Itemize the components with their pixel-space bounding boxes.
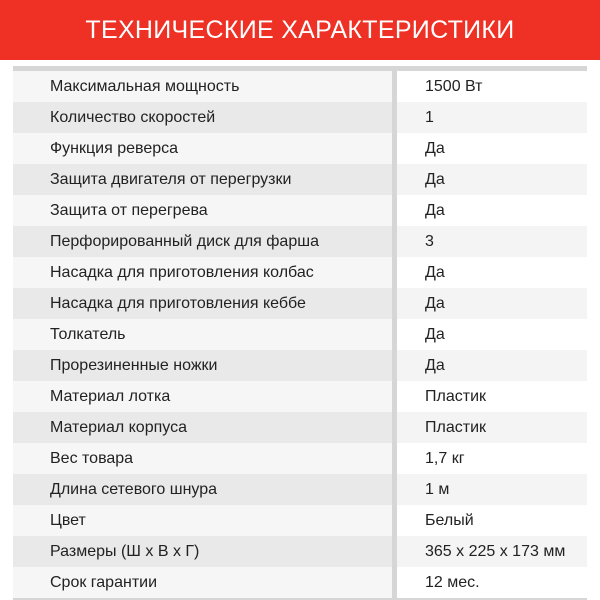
spec-value: Да — [397, 288, 587, 319]
table-row — [13, 257, 587, 288]
spec-value: 1,7 кг — [397, 443, 587, 474]
table-row — [13, 71, 587, 102]
spec-label: Срок гарантии — [13, 567, 392, 598]
spec-value: Пластик — [397, 381, 587, 412]
table-row — [13, 350, 587, 381]
spec-value: Да — [397, 319, 587, 350]
spec-label: Размеры (Ш х В х Г) — [13, 536, 392, 567]
table-row — [13, 288, 587, 319]
spec-label: Толкатель — [13, 319, 392, 350]
table-row — [13, 164, 587, 195]
spec-label: Цвет — [13, 505, 392, 536]
spec-value: 1 — [397, 102, 587, 133]
table-row — [13, 474, 587, 505]
spec-value: 3 — [397, 226, 587, 257]
spec-value: 12 мес. — [397, 567, 587, 598]
spec-label: Вес товара — [13, 443, 392, 474]
spec-value: 1500 Вт — [397, 71, 587, 102]
spec-label: Количество скоростей — [13, 102, 392, 133]
table-row — [13, 412, 587, 443]
spec-label: Насадка для приготовления колбас — [13, 257, 392, 288]
spec-label: Длина сетевого шнура — [13, 474, 392, 505]
specs-table — [13, 66, 587, 600]
table-row — [13, 102, 587, 133]
table-row — [13, 567, 587, 598]
page-title: ТЕХНИЧЕСКИЕ ХАРАКТЕРИСТИКИ — [85, 15, 515, 44]
spec-value: Да — [397, 195, 587, 226]
spec-value: Да — [397, 164, 587, 195]
spec-label: Насадка для приготовления кеббе — [13, 288, 392, 319]
spec-value: Белый — [397, 505, 587, 536]
table-row — [13, 381, 587, 412]
table-row — [13, 443, 587, 474]
table-row — [13, 505, 587, 536]
spec-label: Материал корпуса — [13, 412, 392, 443]
spec-value: Да — [397, 133, 587, 164]
table-row — [13, 133, 587, 164]
spec-label: Перфорированный диск для фарша — [13, 226, 392, 257]
spec-value: 365 х 225 х 173 мм — [397, 536, 587, 567]
spec-label: Прорезиненные ножки — [13, 350, 392, 381]
spec-label: Защита от перегрева — [13, 195, 392, 226]
spec-label: Функция реверса — [13, 133, 392, 164]
spec-label: Максимальная мощность — [13, 71, 392, 102]
spec-label: Материал лотка — [13, 381, 392, 412]
header-banner — [0, 0, 600, 60]
spec-value: Пластик — [397, 412, 587, 443]
table-row — [13, 195, 587, 226]
table-row — [13, 226, 587, 257]
spec-value: 1 м — [397, 474, 587, 505]
table-row — [13, 319, 587, 350]
spec-value: Да — [397, 350, 587, 381]
table-row — [13, 536, 587, 567]
spec-label: Защита двигателя от перегрузки — [13, 164, 392, 195]
spec-value: Да — [397, 257, 587, 288]
